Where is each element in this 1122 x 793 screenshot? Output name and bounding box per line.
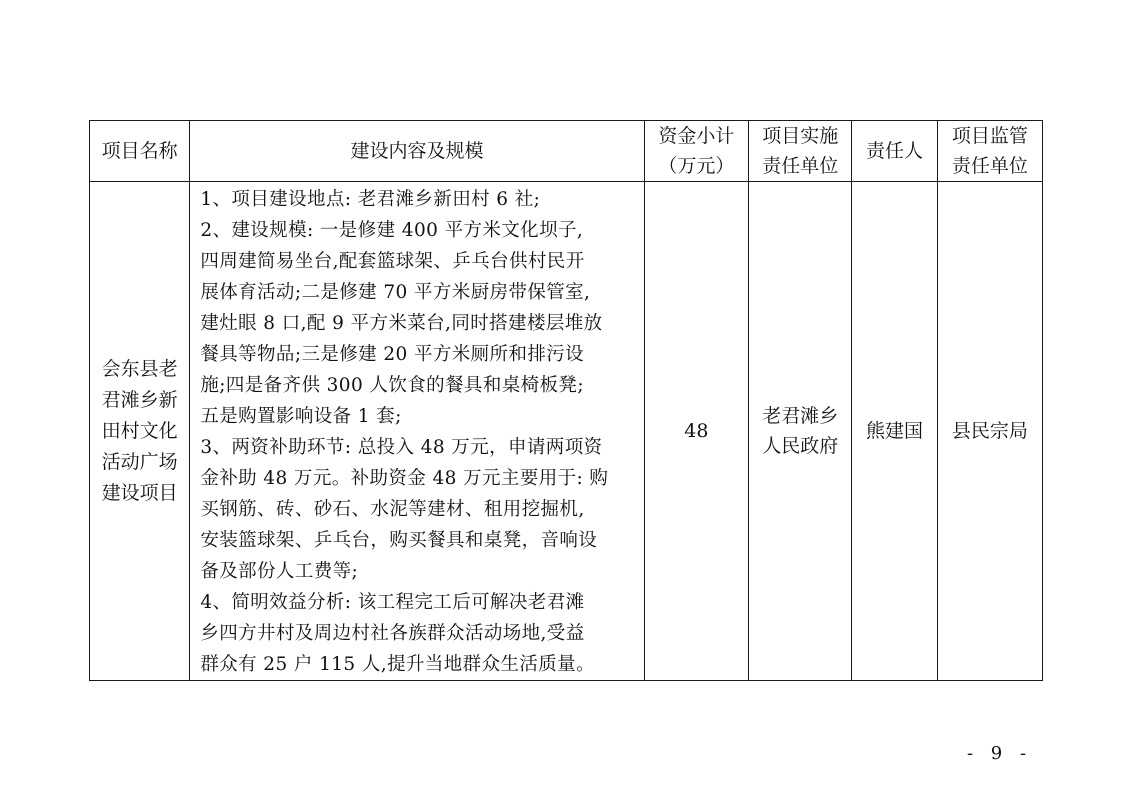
supervising-unit-cell: 县民宗局: [937, 182, 1042, 681]
unit-line: 老君滩乡: [762, 405, 839, 427]
project-name-line: 建设项目: [101, 481, 178, 504]
header-funds: [644, 121, 748, 182]
content-line: 展体育活动;二是修建 70 平方米厨房带保管室,: [200, 282, 591, 303]
header-unit-line-2: 责任单位: [762, 155, 839, 177]
project-table: [89, 120, 1043, 681]
header-supervisor-line-2: 责任单位: [951, 155, 1028, 177]
content-line: 买钢筋、砖、砂石、水泥等建材、租用挖掘机,: [200, 499, 585, 520]
content-line: 4、简明效益分析: 该工程完工后可解决老君滩: [200, 592, 585, 613]
header-content-scale: 建设内容及规模: [190, 121, 644, 182]
content-line: 四周建简易坐台,配套篮球架、乒乓台供村民开: [200, 251, 585, 272]
header-supervising-unit: [937, 121, 1042, 182]
project-name-line: 君滩乡新: [101, 388, 178, 411]
content-line: 3、两资补助环节: 总投入 48 万元，申请两项资: [200, 437, 603, 458]
content-scale-cell: [190, 182, 644, 681]
content-line: 餐具等物品;三是修建 20 平方米厕所和排污设: [200, 344, 585, 365]
header-supervisor-line-1: 项目监管: [951, 125, 1028, 147]
header-project-name: 项目名称: [90, 121, 190, 182]
content-line: 金补助 48 万元。补助资金 48 万元主要用于: 购: [200, 468, 609, 489]
content-line: 群众有 25 户 115 人,提升当地群众生活质量。: [200, 654, 595, 675]
header-responsible-person: 责任人: [852, 121, 937, 182]
funds-cell: 48: [644, 182, 748, 681]
table-row: [90, 182, 1043, 681]
project-name-line: 会东县老: [101, 357, 178, 380]
content-line: 乡四方井村及周边村社各族群众活动场地,受益: [200, 623, 585, 644]
header-funds-line-1: 资金小计: [658, 125, 735, 147]
implementing-unit-cell: [749, 182, 852, 681]
content-line: 施;四是备齐供 300 人饮食的餐具和桌椅板凳;: [200, 375, 584, 396]
project-name-line: 田村文化: [101, 419, 178, 442]
header-implementing-unit: [749, 121, 852, 182]
content-line: 1、项目建设地点: 老君滩乡新田村 6 社;: [200, 189, 541, 210]
page-number: - 9 -: [967, 743, 1033, 764]
table-header-row: [90, 121, 1043, 182]
unit-line: 人民政府: [762, 435, 839, 457]
header-funds-line-2: （万元）: [658, 155, 735, 177]
header-unit-line-1: 项目实施: [762, 125, 839, 147]
content-line: 备及部份人工费等;: [200, 561, 359, 582]
project-name-cell: [90, 182, 190, 681]
content-line: 建灶眼 8 口,配 9 平方米菜台,同时搭建楼层堆放: [200, 313, 603, 334]
responsible-person-cell: 熊建国: [852, 182, 937, 681]
content-line: 安装篮球架、乒乓台，购买餐具和桌凳，音响设: [200, 530, 598, 551]
content-line: 五是购置影响设备 1 套;: [200, 406, 402, 427]
project-name-line: 活动广场: [101, 450, 178, 473]
content-line: 2、建设规模: 一是修建 400 平方米文化坝子,: [200, 220, 584, 241]
